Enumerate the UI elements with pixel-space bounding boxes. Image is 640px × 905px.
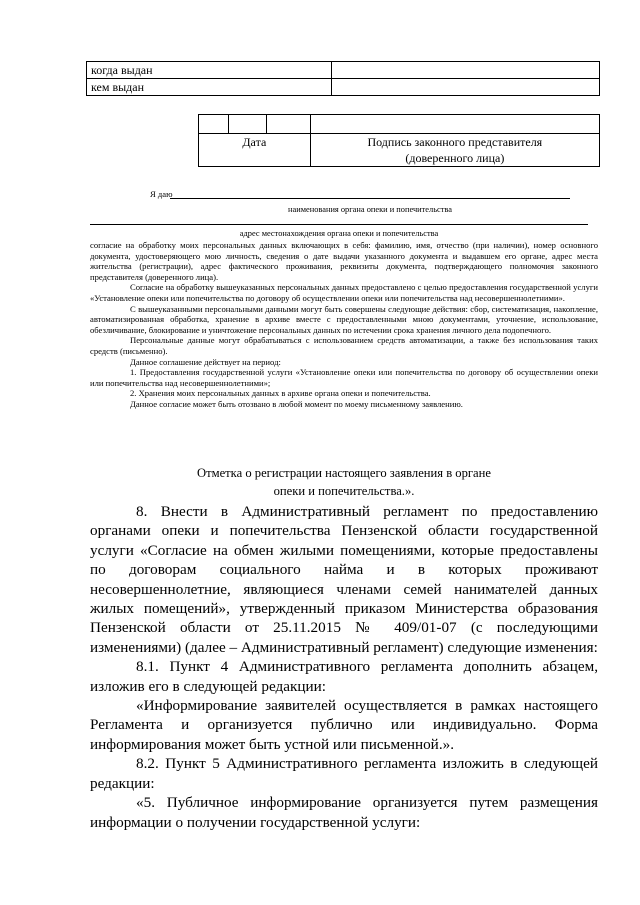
consent-paragraph: согласие на обработку моих персональных данных включающих в себя: фамилию, имя, отчество (при наличии), номер основного документа, удостоверяющего мою личность, сведения о дате выдачи указанного документа и выдавшем его органе, адрес места жительства (регистрации), адрес фактического проживания, реквизиты документа, подтверждающего полномочия законного представителя (доверенного лица). (90, 240, 598, 282)
address-fill-line (90, 224, 588, 225)
signature-label-line2: (доверенного лица) (405, 151, 505, 165)
signature-box (310, 115, 599, 134)
signature-table (198, 114, 600, 167)
table-cell-label: кем выдан (87, 79, 332, 96)
table-row (87, 62, 600, 79)
amendment-paragraph: 8.2. Пункт 5 Административного регламента изложить в следующей редакции: (90, 755, 598, 792)
consent-body (90, 240, 598, 410)
date-box (199, 115, 229, 134)
amendment-paragraph: 8. Внести в Административный регламент по предоставлению органами опеки и попечительства Пензенской области государственной услуги «Согласие на обмен жилыми помещениями, которые предоставлены по договорам социального найма и в которых проживают несовершеннолетние, являющиеся членами семей нанимателей данных жилых помещений», утвержденный приказом Министерства образования Пензенской области от 25.11.2015 № 409/01-07 (с последующими изменениями) (далее – Административный регламент) следующие изменения: (90, 503, 598, 656)
consent-paragraph: 1. Предоставления государственной услуги «Установление опеки или попечительства по договору об осуществлении опеки или попечительства над несовершеннолетними»; (90, 367, 598, 388)
table-cell-value (332, 62, 600, 79)
registration-mark-line1: Отметка о регистрации настоящего заявления в органе (197, 466, 491, 480)
consent-paragraph: С вышеуказанными персональными данными могут быть совершены следующие действия: сбор, систематизация, накопление, автоматизированная обработка, хранение в архиве вместе с предоставленными мною документами, уточнение, использование, обезличивание, блокирование и уничтожение персональных данных по истечении срока хранения личного дела подопечного. (90, 303, 598, 335)
amendment-paragraph: «Информирование заявителей осуществляется в рамках настоящего Регламента и организуется публично или индивидуально. Форма информирования может быть устной или письменной.». (90, 697, 598, 753)
table-row (87, 79, 600, 96)
consent-paragraph: Персональные данные могут обрабатываться с использованием средств автоматизации, а также без использования таких средств (письменно). (90, 335, 598, 356)
consent-paragraph: 2. Хранения моих персональных данных в архиве органа опеки и попечительства. (130, 388, 431, 399)
authority-caption: наименования органа опеки и попечительства (288, 205, 452, 214)
table-row (199, 134, 600, 167)
table-cell-value (332, 79, 600, 96)
amendment-paragraph: 8.1. Пункт 4 Административного регламента дополнить абзацем, изложив его в следующей редакции: (90, 658, 598, 695)
signature-label (310, 134, 599, 167)
authority-fill-line (170, 198, 570, 199)
date-box (228, 115, 266, 134)
amendment-paragraph: «5. Публичное информирование организуется путем размещения информации о получении государственной услуги: (90, 794, 598, 831)
consent-paragraph: Данное соглашение действует на период: (130, 356, 281, 367)
signature-label-line1: Подпись законного представителя (367, 135, 543, 149)
table-row (199, 115, 600, 134)
registration-mark-line2: опеки и попечительства.». (273, 484, 415, 498)
date-label: Дата (199, 134, 311, 167)
address-caption: адрес местонахождения органа опеки и попечительства (239, 229, 439, 238)
consent-paragraph: Данное согласие может быть отозвано в любой момент по моему письменному заявлению. (130, 398, 463, 409)
main-body (90, 502, 598, 832)
ya-dayu-text: Я даю (150, 189, 173, 199)
consent-paragraph: Согласие на обработку вышеуказанных персональных данных предоставлено с целью предоставления государственной услуги «Установление опеки или попечительства по договору об осуществлении опеки или попечительства над несовершеннолетними». (90, 282, 598, 303)
date-box (266, 115, 310, 134)
table-cell-label: когда выдан (87, 62, 332, 79)
passport-details-table (86, 61, 600, 96)
